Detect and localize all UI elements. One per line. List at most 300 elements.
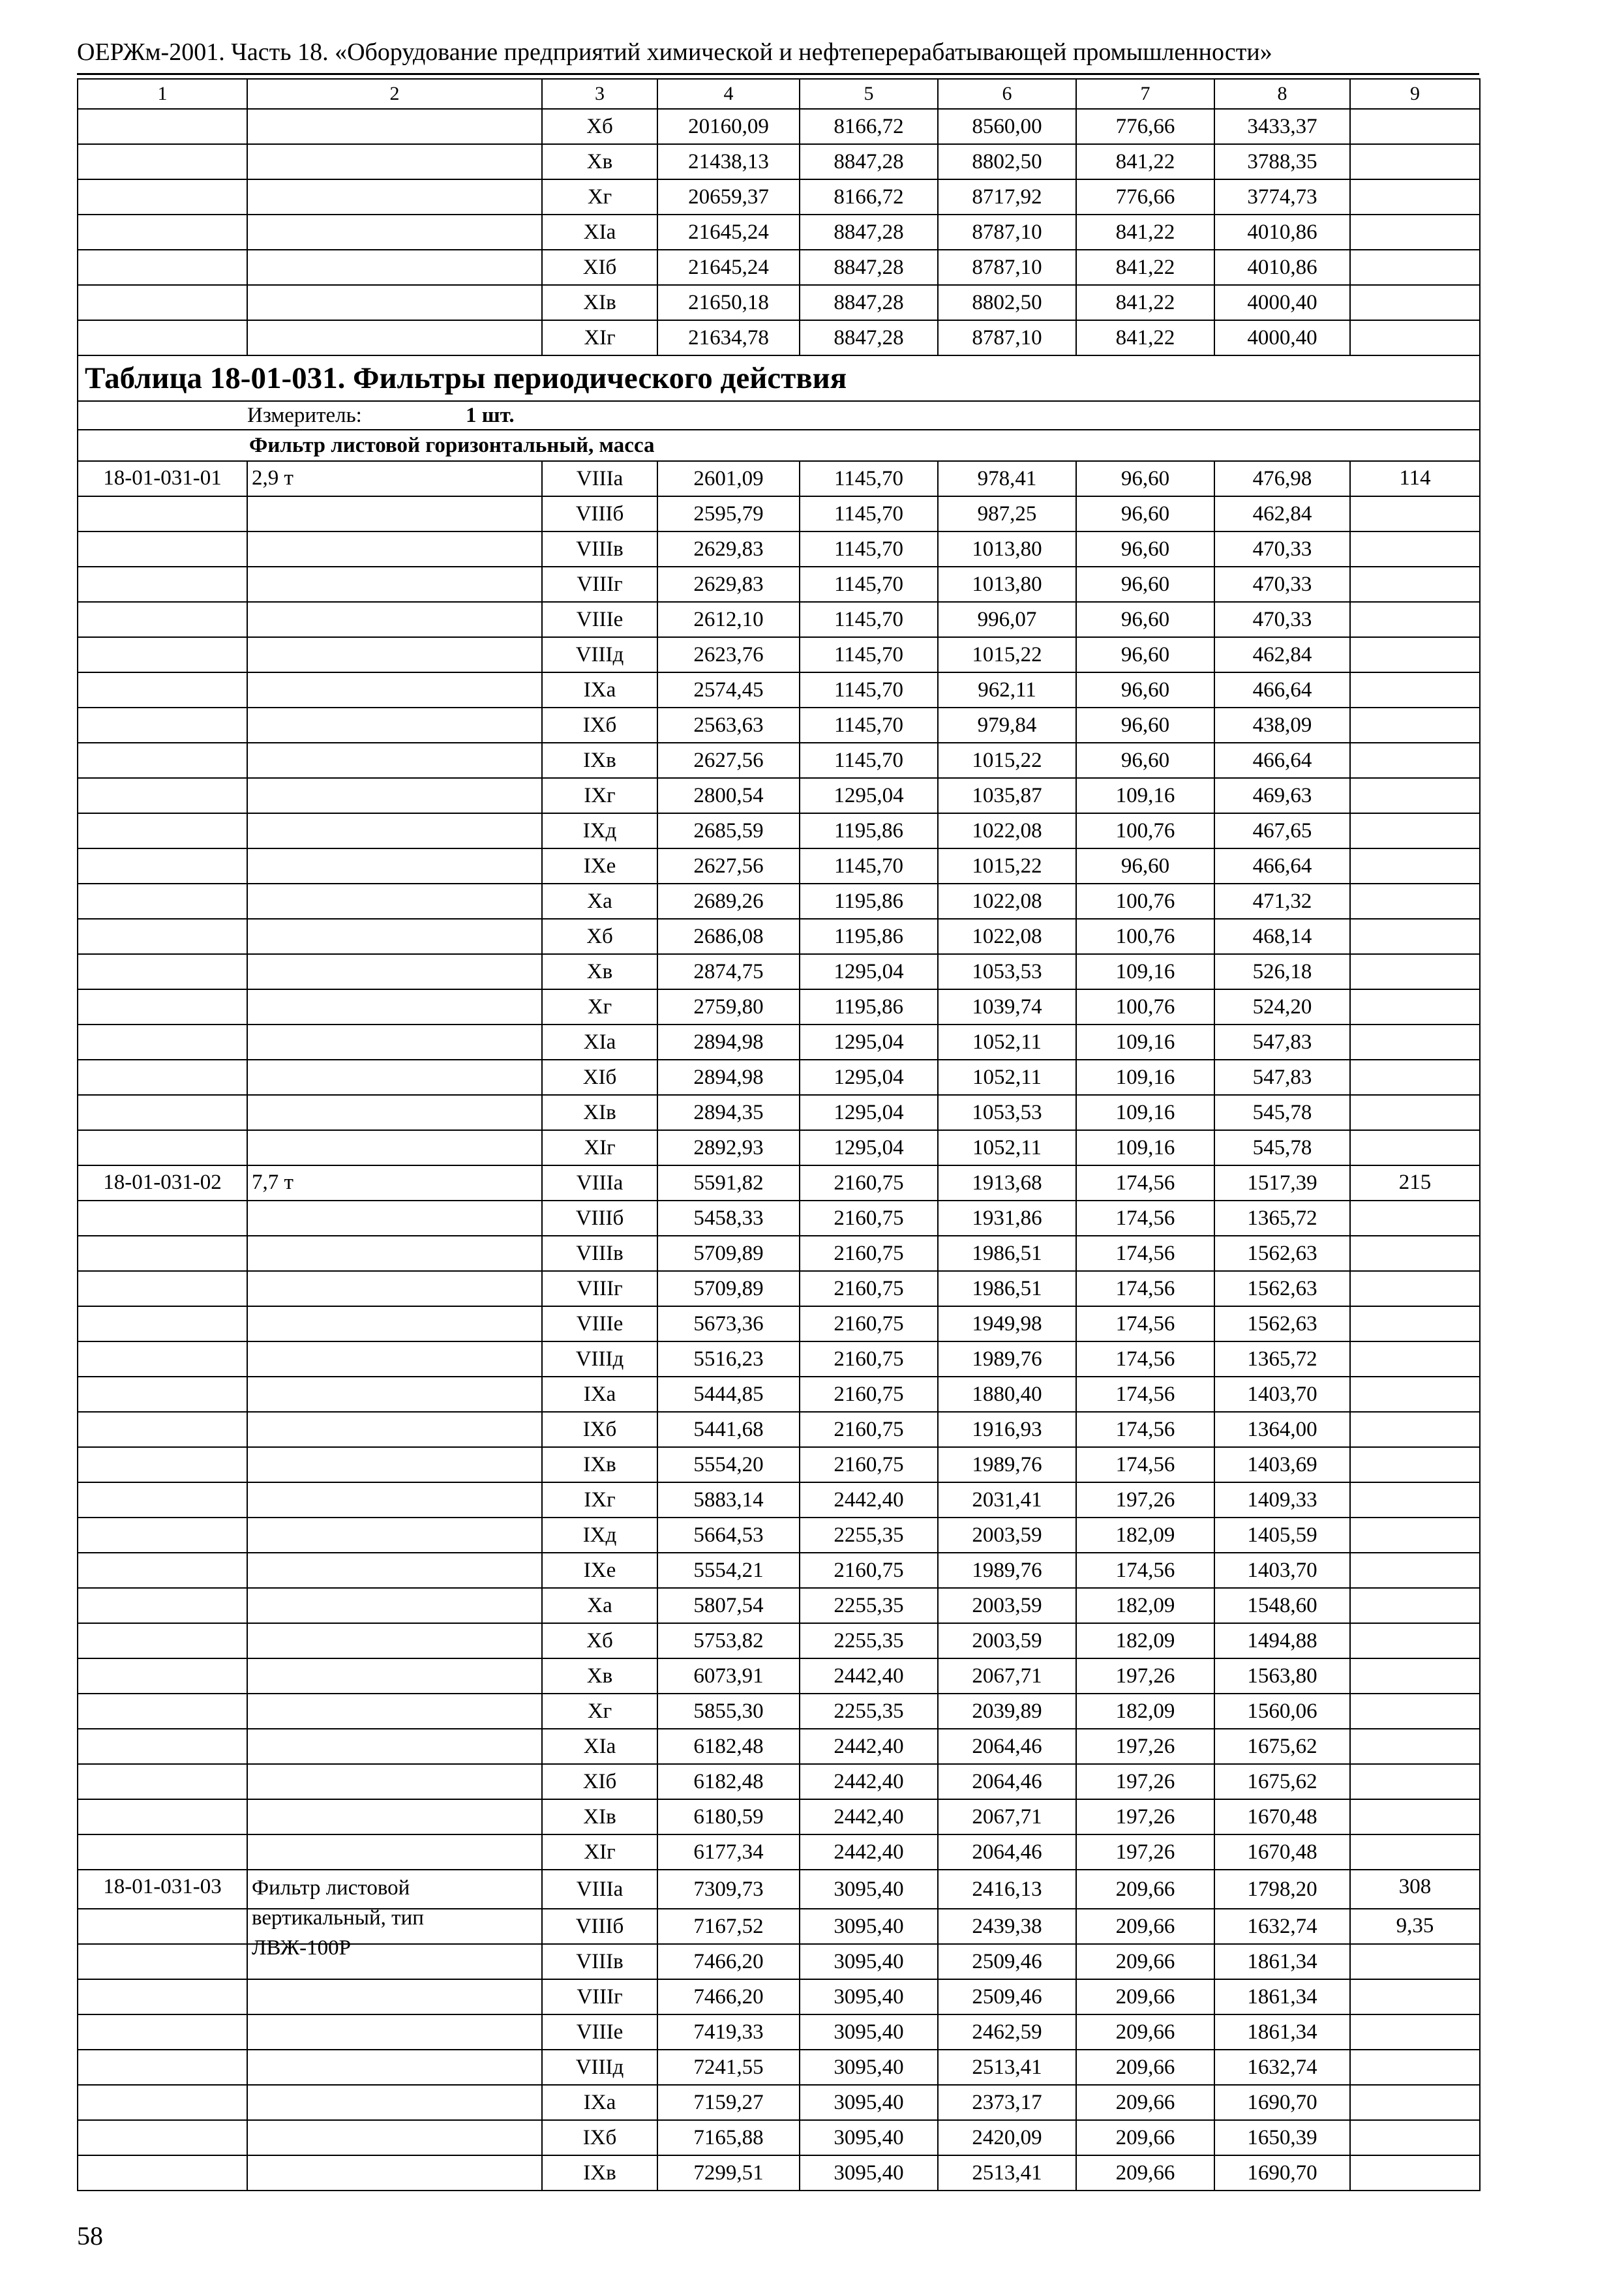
value-cell: 467,65 bbox=[1214, 813, 1350, 848]
extra-cell bbox=[1350, 1025, 1480, 1060]
extra-cell bbox=[1350, 1623, 1480, 1658]
code-cell bbox=[78, 1095, 247, 1130]
value-cell: 1295,04 bbox=[800, 1060, 938, 1095]
value-cell: 96,60 bbox=[1076, 637, 1214, 672]
code-cell bbox=[78, 1377, 247, 1412]
value-cell: 979,84 bbox=[938, 708, 1076, 743]
value-cell: 3095,40 bbox=[800, 2014, 938, 2050]
code-cell bbox=[78, 250, 247, 285]
value-cell: 1295,04 bbox=[800, 1130, 938, 1165]
value-cell: 2160,75 bbox=[800, 1236, 938, 1271]
value-cell: 2160,75 bbox=[800, 1201, 938, 1236]
zone-cell: Хг bbox=[542, 179, 657, 215]
zone-cell: Хв bbox=[542, 954, 657, 989]
table-row bbox=[78, 637, 1480, 672]
value-cell: 5673,36 bbox=[657, 1306, 800, 1341]
extra-cell bbox=[1350, 215, 1480, 250]
table-row bbox=[78, 954, 1480, 989]
value-cell: 8847,28 bbox=[800, 320, 938, 355]
name-cell bbox=[247, 1979, 542, 2014]
subheading-row bbox=[78, 430, 1480, 461]
zone-cell: Ха bbox=[542, 1588, 657, 1623]
table-row bbox=[78, 1834, 1480, 1870]
value-cell: 1690,70 bbox=[1214, 2155, 1350, 2191]
value-cell: 6182,48 bbox=[657, 1729, 800, 1764]
table-row bbox=[78, 1412, 1480, 1447]
value-cell: 1989,76 bbox=[938, 1447, 1076, 1482]
value-cell: 2574,45 bbox=[657, 672, 800, 708]
name-cell bbox=[247, 1623, 542, 1658]
value-cell: 182,09 bbox=[1076, 1588, 1214, 1623]
extra-cell bbox=[1350, 1729, 1480, 1764]
table-row bbox=[78, 567, 1480, 602]
value-cell: 466,64 bbox=[1214, 672, 1350, 708]
name-cell bbox=[247, 109, 542, 144]
value-cell: 174,56 bbox=[1076, 1377, 1214, 1412]
value-cell: 8787,10 bbox=[938, 320, 1076, 355]
value-cell: 5709,89 bbox=[657, 1271, 800, 1306]
value-cell: 1989,76 bbox=[938, 1553, 1076, 1588]
value-cell: 1022,08 bbox=[938, 813, 1076, 848]
code-cell bbox=[78, 1979, 247, 2014]
zone-cell: Ха bbox=[542, 884, 657, 919]
value-cell: 8847,28 bbox=[800, 144, 938, 179]
table-row bbox=[78, 813, 1480, 848]
code-cell bbox=[78, 1658, 247, 1694]
value-cell: 8560,00 bbox=[938, 109, 1076, 144]
table-row bbox=[78, 1482, 1480, 1518]
value-cell: 2255,35 bbox=[800, 1518, 938, 1553]
zone-cell: IXв bbox=[542, 743, 657, 778]
code-cell bbox=[78, 954, 247, 989]
extra-cell bbox=[1350, 989, 1480, 1025]
value-cell: 466,64 bbox=[1214, 743, 1350, 778]
name-cell bbox=[247, 1518, 542, 1553]
value-cell: 3095,40 bbox=[800, 1909, 938, 1944]
code-cell bbox=[78, 708, 247, 743]
value-cell: 96,60 bbox=[1076, 848, 1214, 884]
table-row bbox=[78, 2014, 1480, 2050]
name-cell bbox=[247, 1764, 542, 1799]
value-cell: 8166,72 bbox=[800, 179, 938, 215]
value-cell: 20160,09 bbox=[657, 109, 800, 144]
name-cell bbox=[247, 1201, 542, 1236]
zone-cell: VIIIд bbox=[542, 2050, 657, 2085]
value-cell: 1053,53 bbox=[938, 1095, 1076, 1130]
zone-cell: Хг bbox=[542, 1694, 657, 1729]
code-cell bbox=[78, 637, 247, 672]
value-cell: 1039,74 bbox=[938, 989, 1076, 1025]
zone-cell: IXе bbox=[542, 1553, 657, 1588]
table-row bbox=[78, 708, 1480, 743]
table-row bbox=[78, 778, 1480, 813]
zone-cell: VIIIв bbox=[542, 531, 657, 567]
code-cell bbox=[78, 2120, 247, 2155]
zone-cell: VIIIб bbox=[542, 496, 657, 531]
value-cell: 1035,87 bbox=[938, 778, 1076, 813]
name-cell bbox=[247, 778, 542, 813]
value-cell: 174,56 bbox=[1076, 1201, 1214, 1236]
code-cell bbox=[78, 884, 247, 919]
value-cell: 2160,75 bbox=[800, 1306, 938, 1341]
value-cell: 962,11 bbox=[938, 672, 1076, 708]
value-cell: 182,09 bbox=[1076, 1694, 1214, 1729]
value-cell: 1798,20 bbox=[1214, 1870, 1350, 1909]
value-cell: 2462,59 bbox=[938, 2014, 1076, 2050]
value-cell: 1295,04 bbox=[800, 778, 938, 813]
value-cell: 2513,41 bbox=[938, 2155, 1076, 2191]
value-cell: 4010,86 bbox=[1214, 250, 1350, 285]
name-cell bbox=[247, 1060, 542, 1095]
value-cell: 462,84 bbox=[1214, 496, 1350, 531]
rates-table bbox=[77, 78, 1481, 2191]
zone-cell: XIб bbox=[542, 250, 657, 285]
value-cell: 2160,75 bbox=[800, 1412, 938, 1447]
name-cell bbox=[247, 496, 542, 531]
name-cell bbox=[247, 215, 542, 250]
value-cell: 8802,50 bbox=[938, 285, 1076, 320]
measure-cell bbox=[78, 401, 1480, 430]
code-cell bbox=[78, 320, 247, 355]
value-cell: 209,66 bbox=[1076, 1909, 1214, 1944]
extra-cell bbox=[1350, 2120, 1480, 2155]
extra-cell bbox=[1350, 1447, 1480, 1482]
zone-cell: VIIIб bbox=[542, 1201, 657, 1236]
table-row bbox=[78, 1306, 1480, 1341]
value-cell: 100,76 bbox=[1076, 919, 1214, 954]
extra-cell bbox=[1350, 884, 1480, 919]
value-cell: 96,60 bbox=[1076, 708, 1214, 743]
value-cell: 1916,93 bbox=[938, 1412, 1076, 1447]
table-row bbox=[78, 1799, 1480, 1834]
value-cell: 1670,48 bbox=[1214, 1799, 1350, 1834]
measure-row bbox=[78, 401, 1480, 430]
value-cell: 2595,79 bbox=[657, 496, 800, 531]
value-cell: 2064,46 bbox=[938, 1834, 1076, 1870]
value-cell: 3788,35 bbox=[1214, 144, 1350, 179]
value-cell: 2255,35 bbox=[800, 1623, 938, 1658]
extra-cell bbox=[1350, 2085, 1480, 2120]
value-cell: 96,60 bbox=[1076, 602, 1214, 637]
value-cell: 209,66 bbox=[1076, 2155, 1214, 2191]
value-cell: 1675,62 bbox=[1214, 1729, 1350, 1764]
extra-cell: 114 bbox=[1350, 461, 1480, 496]
zone-cell: XIб bbox=[542, 1060, 657, 1095]
value-cell: 547,83 bbox=[1214, 1025, 1350, 1060]
value-cell: 5554,20 bbox=[657, 1447, 800, 1482]
name-cell bbox=[247, 848, 542, 884]
code-cell bbox=[78, 1694, 247, 1729]
value-cell: 1364,00 bbox=[1214, 1412, 1350, 1447]
name-cell bbox=[247, 2050, 542, 2085]
value-cell: 469,63 bbox=[1214, 778, 1350, 813]
value-cell: 841,22 bbox=[1076, 285, 1214, 320]
value-cell: 96,60 bbox=[1076, 531, 1214, 567]
table-row bbox=[78, 1729, 1480, 1764]
running-header: ОЕРЖм-2001. Часть 18. «Оборудование предприятий химической и нефтеперерабатывающей промышленности» bbox=[77, 38, 1272, 66]
code-cell bbox=[78, 1623, 247, 1658]
zone-cell: VIIIе bbox=[542, 602, 657, 637]
extra-cell bbox=[1350, 672, 1480, 708]
value-cell: 1880,40 bbox=[938, 1377, 1076, 1412]
value-cell: 2420,09 bbox=[938, 2120, 1076, 2155]
code-cell bbox=[78, 1518, 247, 1553]
code-cell bbox=[78, 1729, 247, 1764]
value-cell: 3095,40 bbox=[800, 1944, 938, 1979]
value-cell: 2509,46 bbox=[938, 1979, 1076, 2014]
value-cell: 174,56 bbox=[1076, 1412, 1214, 1447]
zone-cell: Хб bbox=[542, 1623, 657, 1658]
value-cell: 2601,09 bbox=[657, 461, 800, 496]
value-cell: 2800,54 bbox=[657, 778, 800, 813]
zone-cell: IXа bbox=[542, 672, 657, 708]
value-cell: 174,56 bbox=[1076, 1447, 1214, 1482]
value-cell: 2442,40 bbox=[800, 1834, 938, 1870]
table-row bbox=[78, 1658, 1480, 1694]
value-cell: 1145,70 bbox=[800, 602, 938, 637]
value-cell: 1517,39 bbox=[1214, 1165, 1350, 1201]
name-cell bbox=[247, 1694, 542, 1729]
value-cell: 2685,59 bbox=[657, 813, 800, 848]
name-cell bbox=[247, 250, 542, 285]
value-cell: 2031,41 bbox=[938, 1482, 1076, 1518]
value-cell: 2067,71 bbox=[938, 1658, 1076, 1694]
value-cell: 841,22 bbox=[1076, 320, 1214, 355]
value-cell: 1145,70 bbox=[800, 672, 938, 708]
extra-cell: 215 bbox=[1350, 1165, 1480, 1201]
table-row bbox=[78, 1553, 1480, 1588]
value-cell: 1403,70 bbox=[1214, 1553, 1350, 1588]
value-cell: 109,16 bbox=[1076, 1095, 1214, 1130]
value-cell: 470,33 bbox=[1214, 531, 1350, 567]
value-cell: 2160,75 bbox=[800, 1447, 938, 1482]
value-cell: 109,16 bbox=[1076, 1060, 1214, 1095]
code-cell bbox=[78, 602, 247, 637]
name-cell bbox=[247, 743, 542, 778]
value-cell: 1295,04 bbox=[800, 954, 938, 989]
zone-cell: VIIIб bbox=[542, 1909, 657, 1944]
code-cell bbox=[78, 1588, 247, 1623]
extra-cell bbox=[1350, 109, 1480, 144]
table-row bbox=[78, 919, 1480, 954]
value-cell: 3095,40 bbox=[800, 2050, 938, 2085]
table-row bbox=[78, 672, 1480, 708]
value-cell: 2689,26 bbox=[657, 884, 800, 919]
zone-cell: IXв bbox=[542, 2155, 657, 2191]
code-cell bbox=[78, 1236, 247, 1271]
code-cell bbox=[78, 1482, 247, 1518]
code-cell bbox=[78, 1764, 247, 1799]
extra-cell bbox=[1350, 1412, 1480, 1447]
value-cell: 109,16 bbox=[1076, 954, 1214, 989]
measure-label: Измеритель: bbox=[247, 404, 362, 427]
value-cell: 7466,20 bbox=[657, 1944, 800, 1979]
code-cell bbox=[78, 919, 247, 954]
name-cell bbox=[247, 179, 542, 215]
value-cell: 209,66 bbox=[1076, 2085, 1214, 2120]
zone-cell: VIIIг bbox=[542, 1979, 657, 2014]
value-cell: 197,26 bbox=[1076, 1799, 1214, 1834]
value-cell: 182,09 bbox=[1076, 1518, 1214, 1553]
value-cell: 2442,40 bbox=[800, 1799, 938, 1834]
value-cell: 109,16 bbox=[1076, 778, 1214, 813]
value-cell: 1145,70 bbox=[800, 708, 938, 743]
table-row bbox=[78, 1518, 1480, 1553]
value-cell: 1145,70 bbox=[800, 531, 938, 567]
extra-cell bbox=[1350, 1306, 1480, 1341]
value-cell: 1195,86 bbox=[800, 813, 938, 848]
table-row bbox=[78, 320, 1480, 355]
code-cell bbox=[78, 1306, 247, 1341]
zone-cell: IXг bbox=[542, 1482, 657, 1518]
extra-cell bbox=[1350, 637, 1480, 672]
value-cell: 2416,13 bbox=[938, 1870, 1076, 1909]
value-cell: 21438,13 bbox=[657, 144, 800, 179]
value-cell: 96,60 bbox=[1076, 461, 1214, 496]
code-cell bbox=[78, 1944, 247, 1979]
value-cell: 100,76 bbox=[1076, 989, 1214, 1025]
extra-cell bbox=[1350, 778, 1480, 813]
value-cell: 2160,75 bbox=[800, 1341, 938, 1377]
page-number: 58 bbox=[77, 2221, 103, 2251]
code-cell bbox=[78, 672, 247, 708]
table-row bbox=[78, 1870, 1480, 1909]
name-cell bbox=[247, 2085, 542, 2120]
table-row bbox=[78, 461, 1480, 496]
value-cell: 1145,70 bbox=[800, 496, 938, 531]
extra-cell bbox=[1350, 567, 1480, 602]
extra-cell bbox=[1350, 144, 1480, 179]
value-cell: 2513,41 bbox=[938, 2050, 1076, 2085]
value-cell: 1053,53 bbox=[938, 954, 1076, 989]
value-cell: 524,20 bbox=[1214, 989, 1350, 1025]
value-cell: 1913,68 bbox=[938, 1165, 1076, 1201]
value-cell: 1632,74 bbox=[1214, 2050, 1350, 2085]
table-row bbox=[78, 1271, 1480, 1306]
name-cell bbox=[247, 1095, 542, 1130]
extra-cell bbox=[1350, 320, 1480, 355]
name-cell bbox=[247, 1271, 542, 1306]
code-cell bbox=[78, 1130, 247, 1165]
table-row bbox=[78, 144, 1480, 179]
value-cell: 1015,22 bbox=[938, 637, 1076, 672]
value-cell: 7159,27 bbox=[657, 2085, 800, 2120]
code-cell bbox=[78, 989, 247, 1025]
value-cell: 1861,34 bbox=[1214, 1944, 1350, 1979]
value-cell: 2894,98 bbox=[657, 1025, 800, 1060]
name-cell bbox=[247, 1377, 542, 1412]
value-cell: 8802,50 bbox=[938, 144, 1076, 179]
zone-cell: IXд bbox=[542, 1518, 657, 1553]
name-cell: 2,9 т bbox=[247, 461, 542, 496]
code-cell bbox=[78, 1201, 247, 1236]
table-row bbox=[78, 1694, 1480, 1729]
extra-cell bbox=[1350, 848, 1480, 884]
subheading: Фильтр листовой горизонтальный, масса bbox=[78, 430, 1480, 461]
value-cell: 466,64 bbox=[1214, 848, 1350, 884]
code-cell bbox=[78, 285, 247, 320]
value-cell: 996,07 bbox=[938, 602, 1076, 637]
zone-cell: XIа bbox=[542, 1025, 657, 1060]
value-cell: 2894,35 bbox=[657, 1095, 800, 1130]
value-cell: 2373,17 bbox=[938, 2085, 1076, 2120]
extra-cell bbox=[1350, 1799, 1480, 1834]
name-cell bbox=[247, 1025, 542, 1060]
value-cell: 174,56 bbox=[1076, 1271, 1214, 1306]
value-cell: 8847,28 bbox=[800, 285, 938, 320]
value-cell: 1403,69 bbox=[1214, 1447, 1350, 1482]
value-cell: 5554,21 bbox=[657, 1553, 800, 1588]
value-cell: 987,25 bbox=[938, 496, 1076, 531]
code-cell bbox=[78, 179, 247, 215]
value-cell: 2003,59 bbox=[938, 1518, 1076, 1553]
value-cell: 2627,56 bbox=[657, 743, 800, 778]
extra-cell bbox=[1350, 1553, 1480, 1588]
extra-cell bbox=[1350, 1944, 1480, 1979]
value-cell: 4000,40 bbox=[1214, 320, 1350, 355]
zone-cell: VIIIг bbox=[542, 1271, 657, 1306]
value-cell: 2759,80 bbox=[657, 989, 800, 1025]
code-cell: 18-01-031-03 bbox=[78, 1870, 247, 1909]
name-cell bbox=[247, 285, 542, 320]
value-cell: 21645,24 bbox=[657, 250, 800, 285]
value-cell: 5458,33 bbox=[657, 1201, 800, 1236]
value-cell: 2509,46 bbox=[938, 1944, 1076, 1979]
extra-cell bbox=[1350, 250, 1480, 285]
code-cell bbox=[78, 848, 247, 884]
table-row bbox=[78, 2120, 1480, 2155]
value-cell: 174,56 bbox=[1076, 1341, 1214, 1377]
zone-cell: XIг bbox=[542, 320, 657, 355]
code-cell: 18-01-031-02 bbox=[78, 1165, 247, 1201]
value-cell: 6177,34 bbox=[657, 1834, 800, 1870]
value-cell: 1015,22 bbox=[938, 743, 1076, 778]
value-cell: 21634,78 bbox=[657, 320, 800, 355]
value-cell: 7419,33 bbox=[657, 2014, 800, 2050]
value-cell: 209,66 bbox=[1076, 1870, 1214, 1909]
table-row bbox=[78, 2085, 1480, 2120]
value-cell: 209,66 bbox=[1076, 2050, 1214, 2085]
value-cell: 547,83 bbox=[1214, 1060, 1350, 1095]
value-cell: 776,66 bbox=[1076, 179, 1214, 215]
table-row bbox=[78, 531, 1480, 567]
zone-cell: XIг bbox=[542, 1834, 657, 1870]
zone-cell: IXа bbox=[542, 2085, 657, 2120]
code-cell bbox=[78, 1447, 247, 1482]
name-cell bbox=[247, 1341, 542, 1377]
value-cell: 545,78 bbox=[1214, 1095, 1350, 1130]
value-cell: 1365,72 bbox=[1214, 1201, 1350, 1236]
name-cell bbox=[247, 1553, 542, 1588]
value-cell: 8717,92 bbox=[938, 179, 1076, 215]
value-cell: 5709,89 bbox=[657, 1236, 800, 1271]
zone-cell: VIIIв bbox=[542, 1236, 657, 1271]
value-cell: 3774,73 bbox=[1214, 179, 1350, 215]
value-cell: 468,14 bbox=[1214, 919, 1350, 954]
value-cell: 1052,11 bbox=[938, 1130, 1076, 1165]
extra-cell bbox=[1350, 743, 1480, 778]
value-cell: 1145,70 bbox=[800, 637, 938, 672]
value-cell: 4010,86 bbox=[1214, 215, 1350, 250]
zone-cell: Хб bbox=[542, 919, 657, 954]
value-cell: 1690,70 bbox=[1214, 2085, 1350, 2120]
table-row bbox=[78, 1764, 1480, 1799]
value-cell: 5441,68 bbox=[657, 1412, 800, 1447]
table-row bbox=[78, 1025, 1480, 1060]
value-cell: 197,26 bbox=[1076, 1658, 1214, 1694]
column-number: 6 bbox=[938, 79, 1076, 109]
value-cell: 3095,40 bbox=[800, 1979, 938, 2014]
